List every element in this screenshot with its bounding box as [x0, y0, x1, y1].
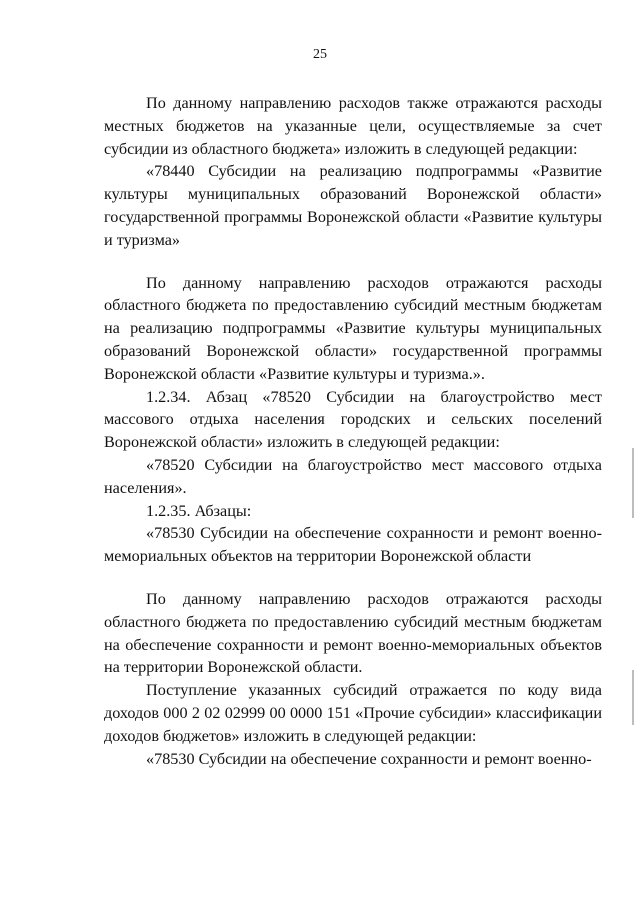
scan-edge-mark [632, 670, 634, 725]
paragraph-8: По данному направлению расходов отражаются расходы областного бюджета по предоставлению субсидий местным бюджетам на обеспечение сохранности и ремонт военно-мемориальных объектов на территории Воронежской области. [104, 589, 602, 677]
paragraph-9: Поступление указанных субсидий отражается по коду вида доходов 000 2 02 02999 00 0000 151 «Прочие субсидии» классификации доходов бюджетов» изложить в следующей редакции: [104, 681, 602, 745]
document-body [104, 92, 602, 770]
paragraph-10: «78530 Субсидии на обеспечение сохранности и ремонт военно- [146, 749, 592, 768]
paragraph-1: По данному направлению расходов также отражаются расходы местных бюджетов на указанные цели, осуществляемые за счет субсидии из областного бюджета» изложить в следующей редакции: [104, 94, 602, 158]
paragraph-4: 1.2.34. Абзац «78520 Субсидии на благоустройство мест массового отдыха населения городских и сельских поселений Воронежской области» изложить в следующей редакции: [104, 387, 602, 452]
paragraph-3: По данному направлению расходов отражаются расходы областного бюджета по предоставлению субсидий местным бюджетам на реализацию подпрограммы «Развитие культуры муниципальных образований Воронежской области» государственной программы Воронежской области «Развитие культуры и туризма.». [104, 273, 602, 383]
paragraph-5: «78520 Субсидии на благоустройство мест массового отдыха населения». [104, 455, 602, 497]
scan-edge-mark [632, 448, 634, 518]
page-number: 25 [313, 47, 327, 62]
paragraph-2: «78440 Субсидии на реализацию подпрограммы «Развитие культуры муниципальных образований Воронежской области» государственной программы Воронежской области «Развитие культуры и туризма» [104, 162, 602, 249]
paragraph-6: 1.2.35. Абзацы: [146, 501, 252, 520]
paragraph-7: «78530 Субсидии на обеспечение сохранности и ремонт военно-мемориальных объектов на территории Воронежской области [104, 524, 602, 566]
